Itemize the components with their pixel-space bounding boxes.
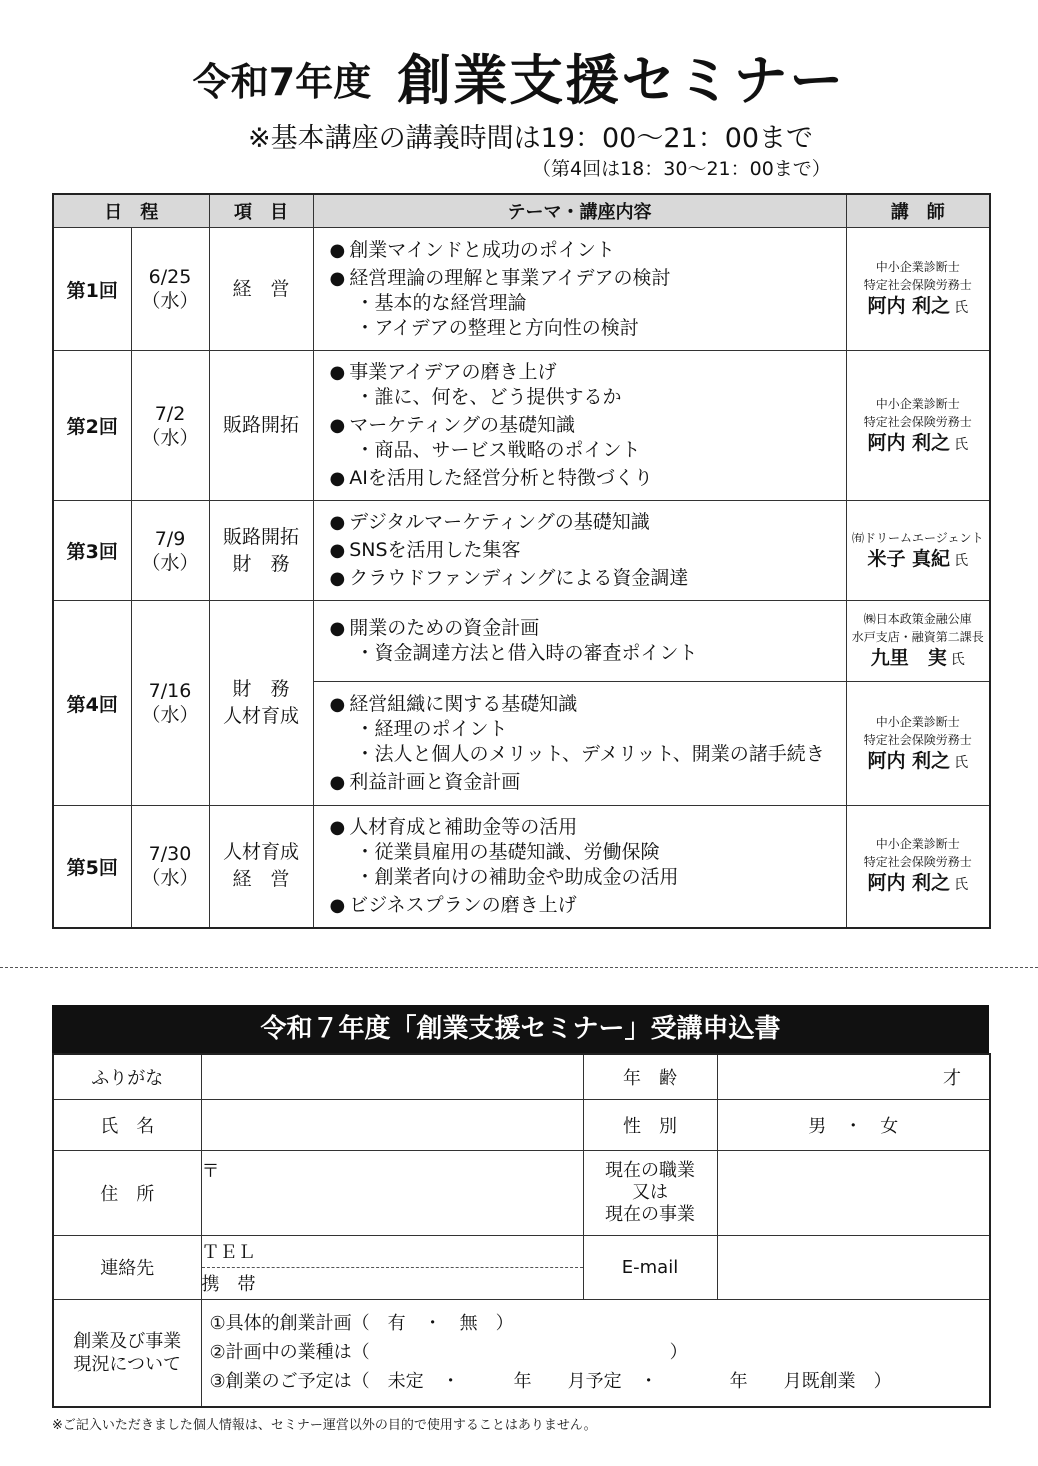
session-item: 経 営 bbox=[209, 228, 313, 351]
session-date: 7/2 （水） bbox=[131, 351, 209, 501]
mobile-label: 携 帯 bbox=[201, 1274, 256, 1295]
bullet-item: ● マーケティングの基礎知識 bbox=[329, 414, 575, 436]
session-item: 人材育成 経 営 bbox=[209, 806, 313, 928]
postal-mark: 〒 bbox=[201, 1160, 220, 1182]
session-theme bbox=[313, 228, 846, 351]
schedule-table bbox=[52, 193, 991, 929]
sub-item: ・法人と個人のメリット、デメリット、開業の諸手続き bbox=[355, 743, 825, 765]
age-label: 年 齢 bbox=[583, 1054, 717, 1099]
plan-line-3: ③創業のご予定は（ 未定 ・ 年 月予定 ・ 年 月既創業 ） bbox=[209, 1371, 892, 1393]
session-theme bbox=[313, 806, 846, 928]
session-date: 7/9 （水） bbox=[131, 501, 209, 601]
session-date: 7/30 （水） bbox=[131, 806, 209, 928]
session-theme bbox=[313, 601, 846, 682]
session-date: 7/16 （水） bbox=[131, 601, 209, 806]
schedule-header-row bbox=[53, 194, 990, 228]
session-row-2 bbox=[53, 351, 990, 501]
bullet-item: ● 経営組織に関する基礎知識 bbox=[329, 693, 578, 715]
session-lecturer: 中小企業診断士 特定社会保険労務士 阿内 利之 氏 bbox=[846, 351, 990, 501]
age-unit: 才 bbox=[943, 1067, 961, 1089]
furigana-row bbox=[53, 1054, 990, 1099]
form-title: 令和７年度「創業支援セミナー」受講申込書 bbox=[52, 1005, 989, 1053]
session-number: 第1回 bbox=[53, 228, 131, 351]
bullet-item: ● デジタルマーケティングの基礎知識 bbox=[329, 511, 650, 533]
sub-item: ・基本的な経営理論 bbox=[355, 291, 527, 314]
session-theme bbox=[313, 501, 846, 601]
session-lecturer: 中小企業診断士 特定社会保険労務士 阿内 利之 氏 bbox=[846, 806, 990, 928]
name-field[interactable] bbox=[201, 1099, 583, 1150]
header-item: 項 目 bbox=[209, 194, 313, 228]
session-number: 第2回 bbox=[53, 351, 131, 501]
bullet-item: ● 経営理論の理解と事業アイデアの検討 bbox=[329, 266, 671, 289]
age-field[interactable] bbox=[717, 1054, 990, 1099]
session-lecturer: 中小企業診断士 特定社会保険労務士 阿内 利之 氏 bbox=[846, 682, 990, 806]
mobile-field[interactable] bbox=[201, 1267, 583, 1299]
address-label: 住 所 bbox=[53, 1150, 201, 1235]
lecture-time-note: ※基本講座の講義時間は19：00〜21：00まで bbox=[248, 123, 814, 154]
bullet-item: ● AIを活用した経営分析と特徴づくり bbox=[329, 467, 653, 489]
header-theme: テーマ・講座内容 bbox=[313, 194, 846, 228]
sub-item: ・誰に、何を、どう提供するか bbox=[355, 386, 622, 408]
bullet-item: ● 事業アイデアの磨き上げ bbox=[329, 361, 557, 383]
plan-line-1: ①具体的創業計画（ 有 ・ 無 ） bbox=[209, 1313, 514, 1335]
sub-item: ・資金調達方法と借入時の審査ポイント bbox=[355, 642, 698, 664]
header-lecturer: 講 師 bbox=[846, 194, 990, 228]
application-form bbox=[52, 1053, 991, 1408]
session4-time-note: （第4回は18：30〜21：00まで） bbox=[532, 158, 831, 180]
bullet-item: ● 利益計画と資金計画 bbox=[329, 771, 521, 793]
session-theme bbox=[313, 682, 846, 806]
bullet-item: ● 創業マインドと成功のポイント bbox=[329, 238, 615, 261]
status-row bbox=[53, 1299, 990, 1407]
tel-field[interactable] bbox=[201, 1235, 583, 1267]
title-main: 創業支援セミナー bbox=[397, 49, 846, 112]
privacy-note: ※ご記入いただきました個人情報は、セミナー運営以外の目的で使用することはありません。 bbox=[52, 1418, 597, 1433]
address-field[interactable] bbox=[201, 1150, 583, 1235]
email-label: E-mail bbox=[583, 1235, 717, 1299]
sub-item: ・アイデアの整理と方向性の検討 bbox=[355, 316, 639, 339]
occupation-field[interactable] bbox=[717, 1150, 990, 1235]
sex-label: 性 別 bbox=[583, 1099, 717, 1150]
contact-label: 連絡先 bbox=[53, 1235, 201, 1299]
tel-row bbox=[53, 1235, 990, 1267]
name-label: 氏 名 bbox=[53, 1099, 201, 1150]
sex-options[interactable]: 男 ・ 女 bbox=[717, 1099, 990, 1150]
plan-field[interactable] bbox=[201, 1299, 990, 1407]
email-field[interactable] bbox=[717, 1235, 990, 1299]
sub-item: ・経理のポイント bbox=[355, 718, 508, 740]
session-number: 第3回 bbox=[53, 501, 131, 601]
session-row-3 bbox=[53, 501, 990, 601]
session-lecturer: ㈱日本政策金融公庫 水戸支店・融資第二課長 九里 実 氏 bbox=[846, 601, 990, 682]
occupation-label: 現在の職業 又は 現在の事業 bbox=[583, 1150, 717, 1235]
name-row bbox=[53, 1099, 990, 1150]
session-lecturer: 中小企業診断士 特定社会保険労務士 阿内 利之 氏 bbox=[846, 228, 990, 351]
session-theme bbox=[313, 351, 846, 501]
status-label: 創業及び事業 現況について bbox=[53, 1299, 201, 1407]
sub-item: ・従業員雇用の基礎知識、労働保険 bbox=[355, 840, 660, 863]
title-year: 令和7年度 bbox=[192, 60, 372, 104]
bullet-item: ● 人材育成と補助金等の活用 bbox=[329, 815, 578, 838]
session-item: 販路開拓 bbox=[209, 351, 313, 501]
bullet-item: ● ビジネスプランの磨き上げ bbox=[329, 893, 577, 916]
cut-line bbox=[0, 967, 1038, 968]
sub-item: ・商品、サービス戦略のポイント bbox=[355, 439, 641, 461]
bullet-item: ● 開業のための資金計画 bbox=[329, 617, 540, 639]
bullet-item: ● クラウドファンディングによる資金調達 bbox=[329, 567, 689, 589]
plan-line-2: ②計画中の業種は（ ） bbox=[209, 1342, 688, 1364]
session-row-4 bbox=[53, 601, 990, 682]
session-row-5 bbox=[53, 806, 990, 928]
furigana-field[interactable] bbox=[201, 1054, 583, 1099]
session-row-1 bbox=[53, 228, 990, 351]
session-lecturer: ㈲ドリームエージェント 米子 真紀 氏 bbox=[846, 501, 990, 601]
address-row bbox=[53, 1150, 990, 1235]
sub-item: ・創業者向けの補助金や助成金の活用 bbox=[355, 865, 679, 888]
bullet-item: ● SNSを活用した集客 bbox=[329, 539, 521, 561]
session-item: 販路開拓 財 務 bbox=[209, 501, 313, 601]
session-number: 第4回 bbox=[53, 601, 131, 806]
session-number: 第5回 bbox=[53, 806, 131, 928]
session-date: 6/25 （水） bbox=[131, 228, 209, 351]
header-date: 日 程 bbox=[53, 194, 209, 228]
tel-label: ＴＥＬ bbox=[201, 1242, 256, 1263]
furigana-label: ふりがな bbox=[53, 1054, 201, 1099]
session-item: 財 務 人材育成 bbox=[209, 601, 313, 806]
page-title bbox=[0, 38, 1038, 115]
